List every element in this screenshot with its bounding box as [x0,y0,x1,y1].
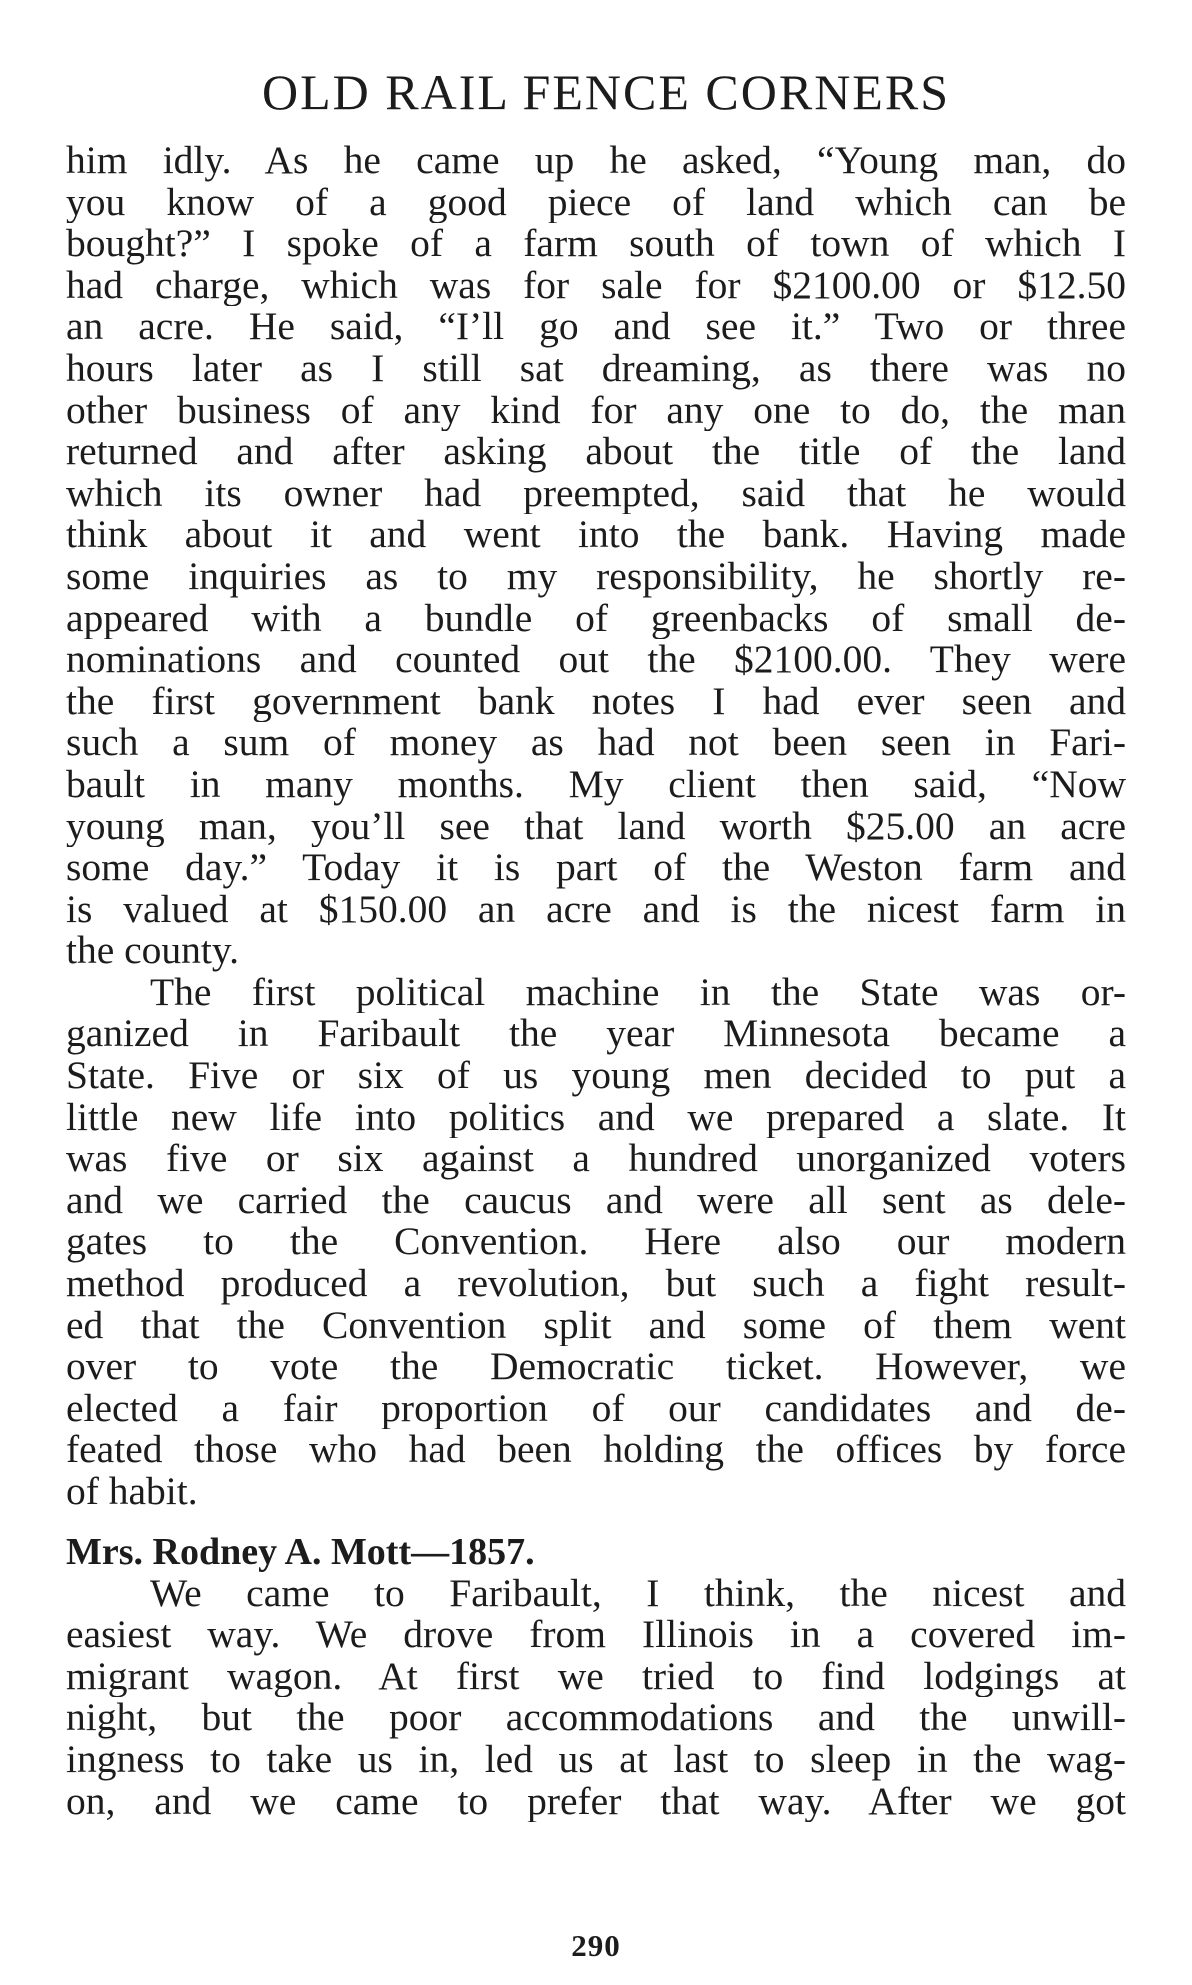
text-line: the county. [66,930,239,972]
text-line: ed that the Convention split and some of them went [66,1304,1126,1347]
text-line: The first political machine in the State was or- [150,971,1126,1014]
text-line: such a sum of money as had not been seen in Fari- [66,722,1126,764]
book-page [66,62,1126,1822]
text-line: nominations and counted out the $2100.00. They were [66,639,1126,681]
text-line: bought?” I spoke of a farm south of town of which I [66,223,1126,265]
text-line: ganized in Faribault the year Minnesota became a [66,1013,1126,1056]
text-line: an acre. He said, “I’ll go and see it.” Two or three [66,306,1126,348]
text-line: little new life into politics and we prepared a slate. It [66,1096,1126,1139]
text-line: him idly. As he came up he asked, “Young man, do [66,140,1126,182]
text-line: migrant wagon. At first we tried to find lodgings at [66,1655,1126,1698]
text-line: was five or six against a hundred unorganized voters [66,1138,1126,1180]
text-line: returned and after asking about the title of the land [66,431,1126,473]
text-line: is valued at $150.00 an acre and is the nicest farm in [66,888,1126,931]
running-head: OLD RAIL FENCE CORNERS [261,64,951,120]
text-line: over to vote the Democratic ticket. However, we [66,1346,1126,1388]
text-line: night, but the poor accommodations and the unwill- [66,1697,1126,1739]
text-line: easiest way. We drove from Illinois in a covered im- [66,1614,1126,1656]
text-line: think about it and went into the bank. Having made [66,514,1126,556]
page-number: 290 [571,1928,621,1963]
text-line: elected a fair proportion of our candidates and de- [66,1387,1126,1430]
text-line: young man, you’ll see that land worth $25.00 an acre [66,805,1126,848]
text-line: State. Five or six of us young men decided to put a [66,1055,1126,1097]
text-line: the first government bank notes I had ever seen and [66,680,1126,723]
text-line: some day.” Today it is part of the Weston farm and [66,847,1126,889]
text-line: bault in many months. My client then said, “Now [66,763,1126,806]
text-line: you know of a good piece of land which can be [66,181,1126,224]
text-line: which its owner had preempted, said that he would [66,472,1126,515]
paragraph-3 [66,1573,1126,1823]
text-line: some inquiries as to my responsibility, he shortly re- [66,555,1126,598]
section-heading: Mrs. Rodney A. Mott—1857. [66,1530,535,1573]
text-line: method produced a revolution, but such a fight result- [66,1263,1126,1305]
text-line: of habit. [66,1471,198,1513]
paragraph-1 [66,140,1126,972]
text-line: ingness to take us in, led us at last to sleep in the wag- [66,1738,1126,1781]
text-line: had charge, which was for sale for $2100.00 or $12.50 [66,264,1126,307]
text-line: appeared with a bundle of greenbacks of small de- [66,597,1126,640]
text-line: on, and we came to prefer that way. After we got [66,1780,1126,1823]
paragraph-2 [66,972,1126,1513]
text-line: feated those who had been holding the offices by force [66,1429,1126,1471]
text-line: and we carried the caucus and were all sent as dele- [66,1179,1126,1222]
text-line: hours later as I still sat dreaming, as there was no [66,347,1126,390]
text-line: We came to Faribault, I think, the nicest and [150,1572,1126,1615]
text-line: other business of any kind for any one to do, the man [66,389,1126,432]
text-line: gates to the Convention. Here also our modern [66,1221,1126,1264]
